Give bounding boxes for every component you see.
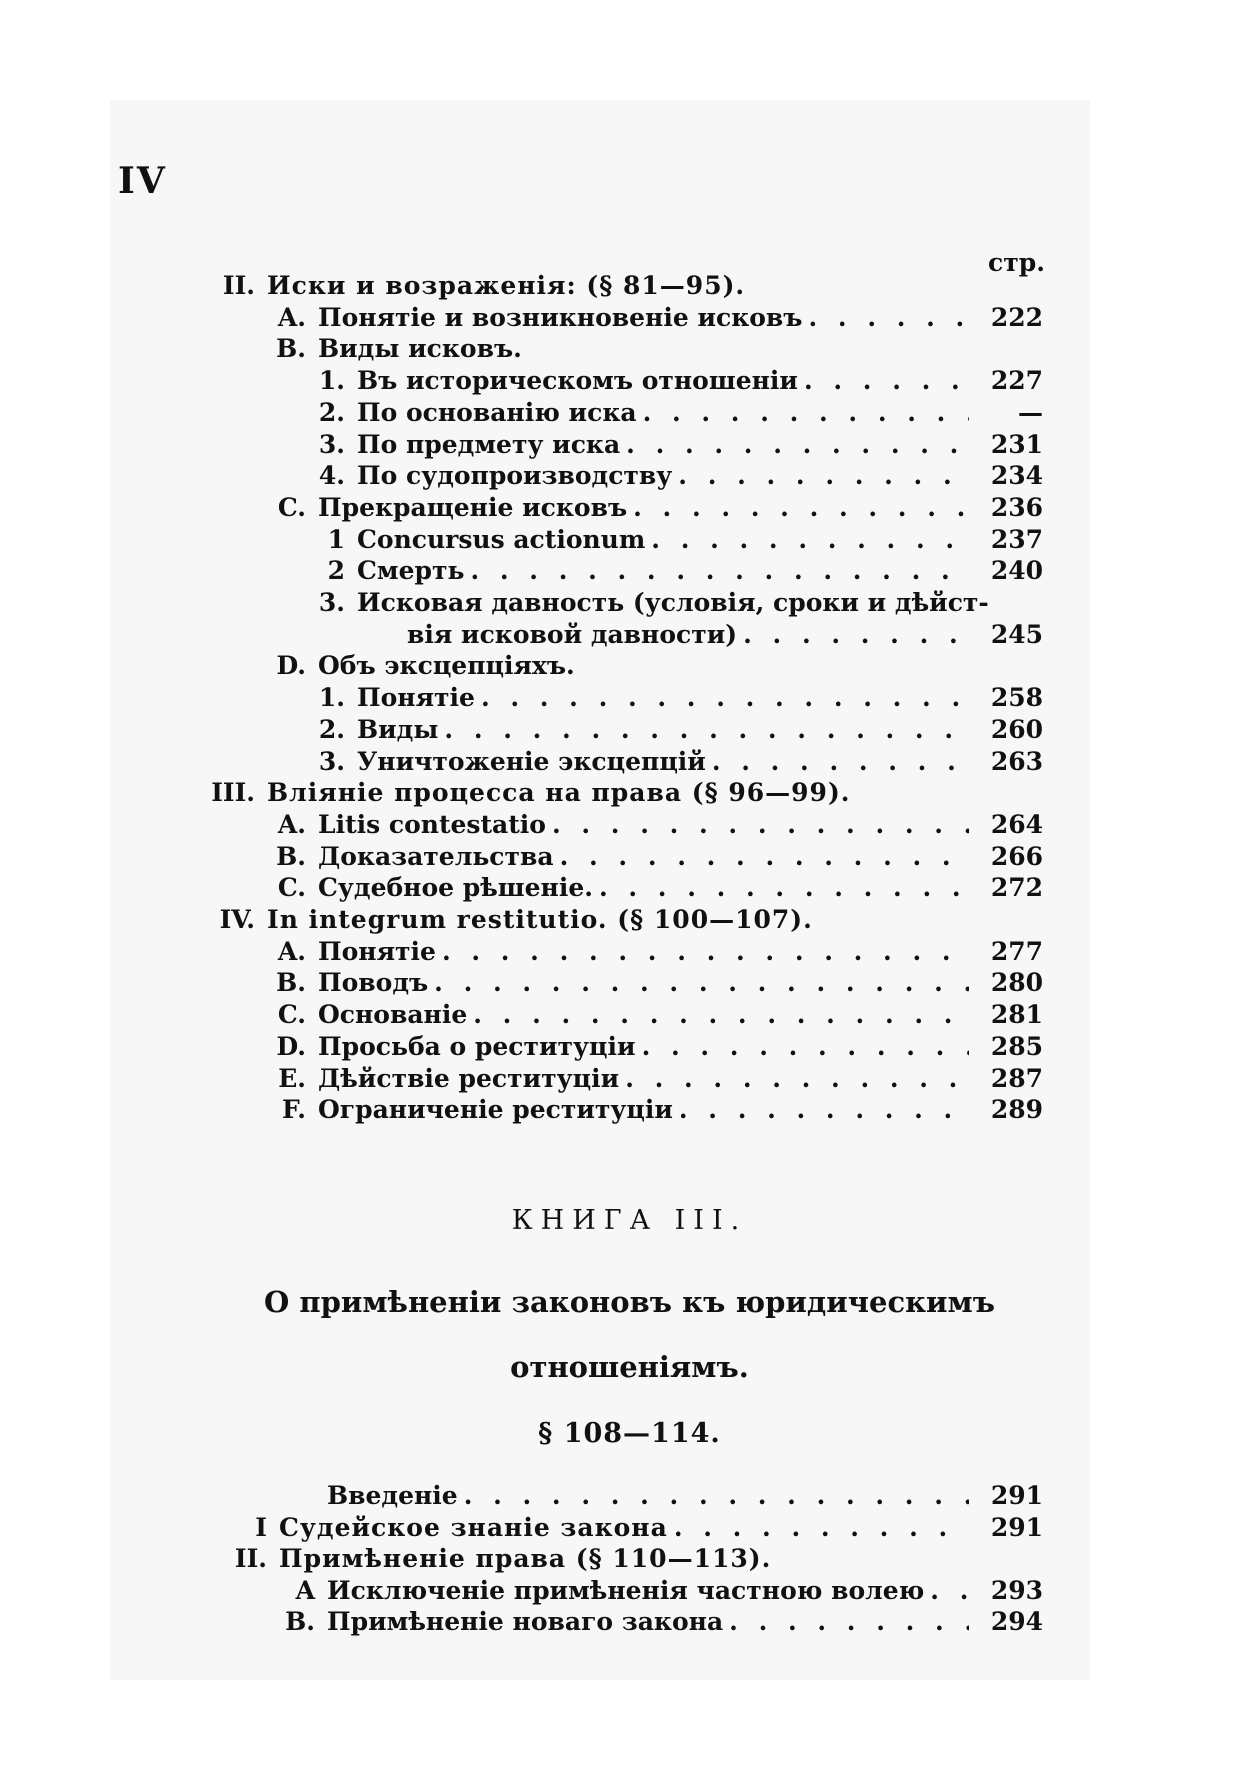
toc-entry-title: Примѣненіе новаго закона	[327, 1607, 724, 1636]
toc-entry-number: C.	[277, 873, 306, 903]
toc-entry-number: II.	[234, 1544, 267, 1573]
toc-leader-dots	[674, 1512, 969, 1544]
toc-entry-title: вія исковой давности)	[407, 619, 738, 649]
toc-leader-dots	[633, 492, 969, 524]
toc-row	[305, 429, 1043, 461]
toc-entry-page: 272	[990, 873, 1043, 903]
toc-entry-title: Исковая давность (условія, сроки и дѣйст-	[357, 588, 989, 617]
toc-row	[275, 1480, 1043, 1512]
toc-entry-page: 280	[990, 968, 1043, 998]
toc-entry-page: 231	[990, 429, 1043, 459]
toc-entry-page: 294	[990, 1607, 1043, 1636]
toc-row	[262, 872, 1043, 904]
toc-entry-page: 266	[990, 841, 1043, 871]
toc-row	[262, 1031, 1043, 1063]
toc-row	[275, 1606, 1043, 1638]
book-sections: § 108—114.	[538, 1418, 721, 1449]
toc-leader-dots	[643, 397, 969, 429]
toc-entry-number: F.	[282, 1095, 306, 1125]
toc-entry-title: Объ эксцепціяхъ.	[318, 651, 575, 681]
toc-row	[262, 492, 1043, 524]
toc-entry-page: 264	[990, 809, 1043, 839]
toc-entry-title: Понятіе	[357, 683, 475, 713]
toc-row	[305, 365, 1043, 397]
toc-entry-number: 1	[327, 524, 345, 554]
toc-entry-title: Вліяніе процесса на права (§ 96—99).	[267, 778, 851, 808]
toc-leader-dots	[444, 714, 969, 746]
toc-row	[305, 555, 1043, 587]
toc-row	[262, 1063, 1043, 1095]
toc-entry-title: Понятіе и возникновеніе исковъ	[318, 302, 803, 332]
toc-entry-title: Просьба о реституціи	[318, 1031, 636, 1061]
toc-row	[395, 619, 1043, 651]
toc-leader-dots	[552, 809, 969, 841]
toc-leader-dots	[651, 524, 969, 556]
toc-row	[262, 936, 1043, 968]
toc-row	[305, 460, 1043, 492]
toc-entry-number: 3.	[318, 588, 345, 617]
toc-row	[305, 397, 1043, 429]
toc-entry-page: 281	[990, 1000, 1043, 1030]
toc-row	[262, 650, 1043, 682]
toc-row	[262, 841, 1043, 873]
toc-entry-title: Понятіе	[318, 936, 436, 966]
toc-entry-title: Concursus actionum	[357, 524, 646, 554]
toc-entry-page: 291	[990, 1481, 1043, 1510]
toc-entry-number: IV.	[219, 905, 255, 934]
toc-entry-title: Виды исковъ.	[318, 334, 522, 364]
toc-entry-page: 258	[990, 683, 1043, 713]
toc-entry-title: По основанію иска	[357, 397, 637, 427]
toc-row	[262, 999, 1043, 1031]
toc-entry-page: 237	[990, 524, 1043, 554]
page-number: IV	[118, 160, 167, 202]
book-label: КНИГА III.	[511, 1205, 748, 1236]
toc-entry-page: 263	[990, 746, 1043, 776]
toc-entry-number: B.	[276, 968, 306, 998]
toc-entry-number: C.	[277, 1000, 306, 1030]
toc-leader-dots	[642, 1031, 969, 1063]
toc-row	[305, 682, 1043, 714]
toc-leader-dots	[678, 460, 969, 492]
toc-row	[262, 302, 1043, 334]
toc-entry-title: Основаніе	[318, 1000, 468, 1030]
toc-row	[205, 904, 1043, 936]
toc-leader-dots	[679, 1094, 969, 1126]
toc-entry-number: B.	[285, 1607, 315, 1636]
toc-leader-dots	[560, 841, 969, 873]
toc-leader-dots	[712, 746, 969, 778]
toc-entry-number: A	[295, 1575, 315, 1605]
toc-entry-title: Litis contestatio	[318, 809, 546, 839]
toc-leader-dots	[930, 1575, 969, 1607]
toc-entry-title: Дѣйствіе реституціи	[318, 1063, 620, 1093]
toc-entry-title: Уничтоженіе эксцепцій	[357, 746, 706, 776]
toc-leader-dots	[481, 682, 969, 714]
book-title-line-2: отношеніямъ.	[510, 1350, 749, 1384]
toc-entry-title: Виды	[357, 714, 439, 744]
toc-entry-title: По судопроизводству	[357, 461, 673, 491]
toc-leader-dots	[809, 302, 970, 334]
toc-entry-number: 3.	[318, 429, 345, 459]
toc-entry-title: Смерть	[357, 556, 465, 586]
toc-entry-number: B.	[276, 841, 306, 871]
toc-entry-number: 4.	[318, 461, 345, 491]
toc-entry-number: 2.	[318, 714, 345, 744]
toc-entry-number: D.	[276, 651, 306, 681]
toc-entry-title: Иски и возраженія: (§ 81—95).	[267, 271, 746, 300]
toc-entry-number: B.	[276, 334, 306, 364]
toc-entry-page: 236	[990, 492, 1043, 522]
toc-leader-dots	[470, 555, 969, 587]
toc-entry-title: Судейское знаніе закона	[279, 1512, 668, 1542]
toc-entry-page: 234	[990, 461, 1043, 491]
toc-entry-page: 222	[990, 302, 1043, 332]
toc-entry-number: II.	[222, 271, 255, 300]
toc-leader-dots	[729, 1606, 969, 1638]
toc-leader-dots	[442, 936, 969, 968]
toc-entry-number: E.	[278, 1063, 306, 1093]
toc-row	[262, 809, 1043, 841]
toc-entry-number: D.	[276, 1031, 306, 1061]
toc-row	[215, 1512, 1043, 1544]
toc-row	[275, 1575, 1043, 1607]
toc-entry-title: Примѣненіе права (§ 110—113).	[279, 1544, 772, 1573]
toc-entry-title: Въ историческомъ отношеніи	[357, 366, 798, 396]
toc-leader-dots	[625, 1063, 969, 1095]
toc-entry-title: Введеніе	[327, 1481, 458, 1510]
toc-entry-number: I	[255, 1512, 267, 1542]
toc-row	[262, 333, 1043, 365]
toc-entry-page: 277	[990, 936, 1043, 966]
page-column-label: стр.	[988, 248, 1045, 277]
toc-entry-number: 1.	[318, 366, 345, 396]
toc-entry-page: —	[1018, 397, 1043, 427]
toc-entry-number: 3.	[318, 746, 345, 776]
toc-entry-title: Поводъ	[318, 968, 429, 998]
toc-entry-number: A.	[277, 809, 306, 839]
toc-entry-number: A.	[277, 302, 306, 332]
toc-entry-number: A.	[277, 936, 306, 966]
toc-leader-dots	[464, 1480, 969, 1512]
toc-entry-number: 1.	[318, 683, 345, 713]
toc-entry-title: Судебное рѣшеніе.	[318, 873, 593, 903]
toc-leader-dots	[434, 967, 969, 999]
toc-row	[205, 270, 1043, 302]
toc-leader-dots	[804, 365, 969, 397]
toc-leader-dots	[626, 429, 969, 461]
toc-entry-page: 227	[990, 366, 1043, 396]
toc-row	[215, 1543, 1043, 1575]
toc-row	[262, 967, 1043, 999]
toc-row	[305, 524, 1043, 556]
toc-entry-number: 2	[327, 556, 345, 586]
toc-entry-page: 287	[990, 1063, 1043, 1093]
toc-entry-page: 285	[990, 1031, 1043, 1061]
toc-row	[305, 714, 1043, 746]
toc-leader-dots	[743, 619, 969, 651]
toc-entry-number: 2.	[318, 397, 345, 427]
toc-entry-number: III.	[211, 778, 255, 808]
toc-entry-title: Ограниченіе реституціи	[318, 1095, 673, 1125]
toc-entry-page: 245	[990, 619, 1043, 649]
book-title-line-1: О примѣненіи законовъ къ юридическимъ	[264, 1285, 995, 1319]
toc-row	[205, 777, 1043, 809]
toc-entry-page: 289	[990, 1095, 1043, 1125]
toc-entry-number: C.	[277, 492, 306, 522]
toc-row	[305, 746, 1043, 778]
toc-entry-page: 240	[990, 556, 1043, 586]
toc-entry-page: 291	[990, 1512, 1043, 1542]
toc-row	[262, 1094, 1043, 1126]
toc-entry-title: Доказательства	[318, 841, 554, 871]
toc-entry-title: In integrum restitutio. (§ 100—107).	[267, 905, 813, 934]
toc-entry-title: Прекращеніе исковъ	[318, 492, 628, 522]
toc-entry-page: 293	[990, 1575, 1043, 1605]
toc-entry-page: 260	[990, 714, 1043, 744]
toc-leader-dots	[599, 872, 969, 904]
toc-row	[305, 587, 1043, 619]
toc-entry-title: Исключеніе примѣненія частною волею	[327, 1575, 925, 1605]
toc-leader-dots	[473, 999, 969, 1031]
toc-entry-title: По предмету иска	[357, 429, 621, 459]
